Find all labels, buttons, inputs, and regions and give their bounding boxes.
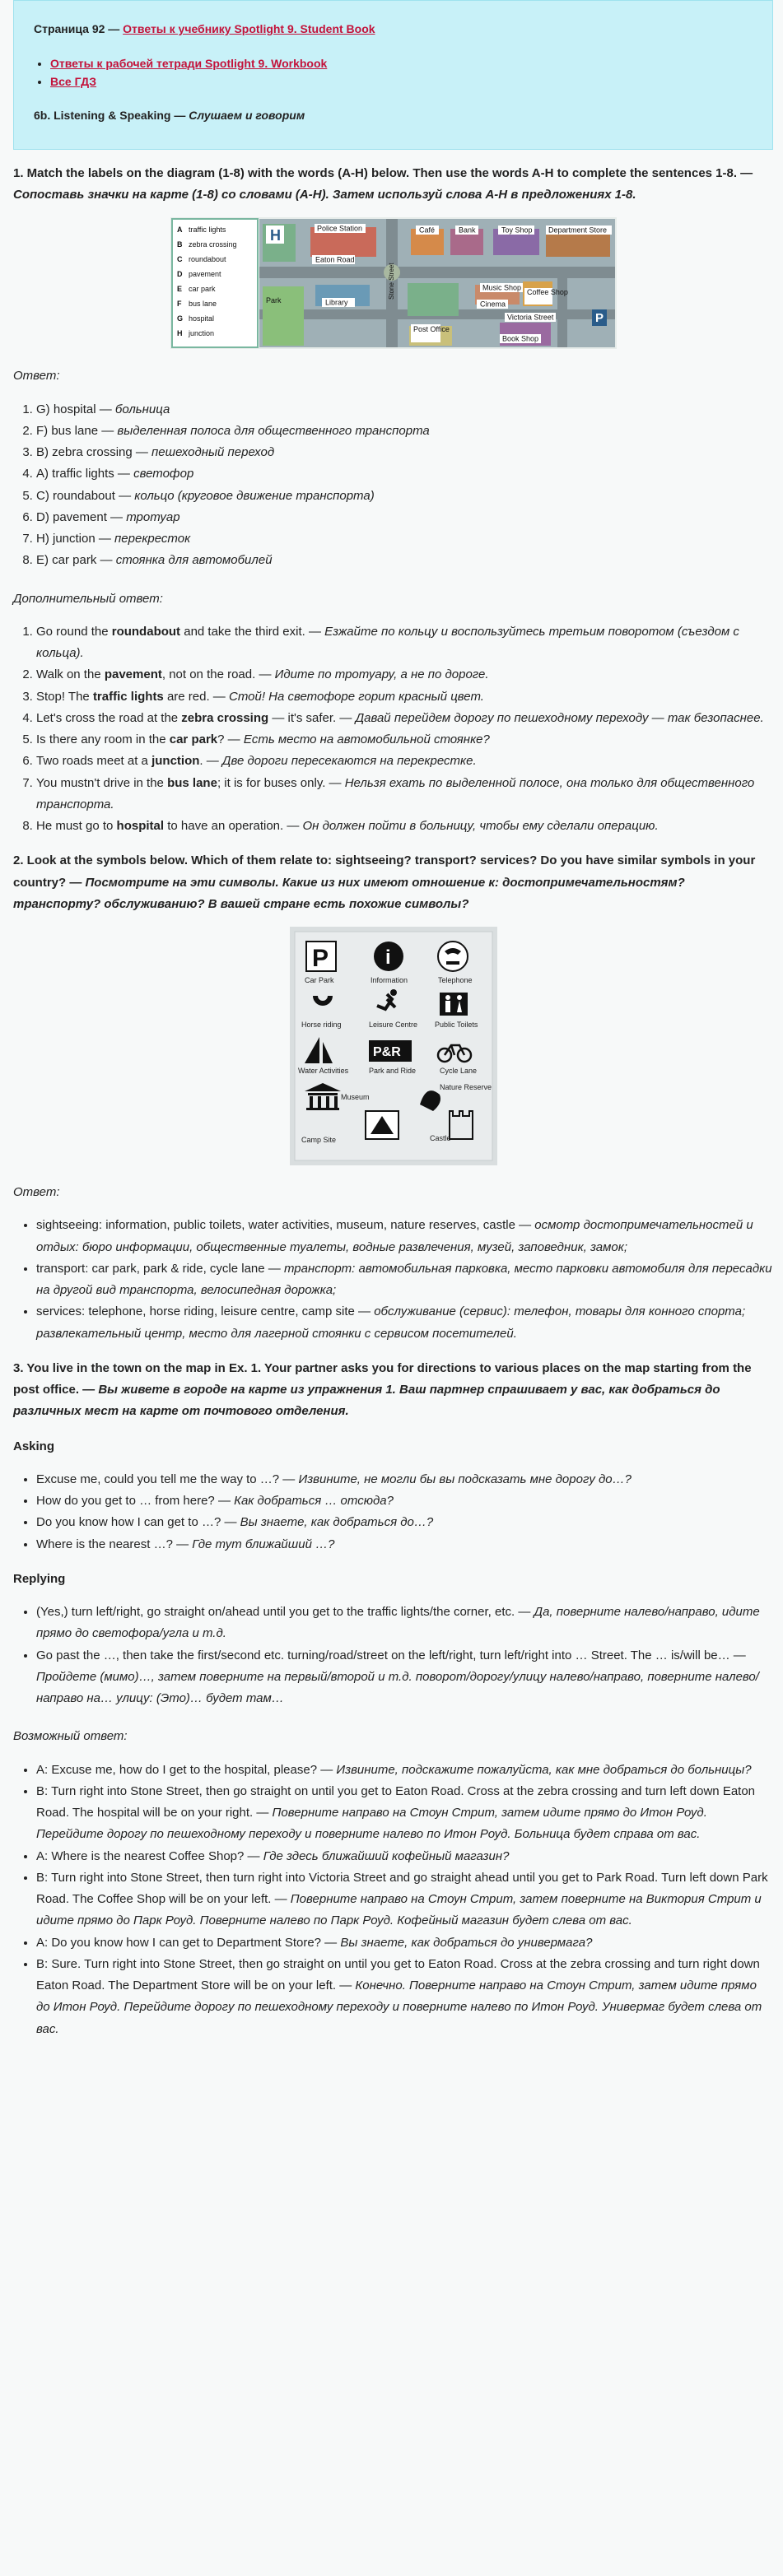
map-label-department-store: Department Store [548,226,607,235]
item-en: E) car park — [36,553,116,568]
item-ru: Извините, подскажите пожалуйста, как мне добраться до больницы? [336,1762,752,1777]
item-en: B: Sure. Turn right into Stone Street, then go straight on until you get to Eaton Road. Cross at the zebra crossing and turn right down Eaton Road. The Department Store will be on your left. — [36,1956,760,1993]
item-ru: Поверните направо на Стоун Стрит, затем идите прямо до Итон Роуд. Перейдите дорогу по пешеходному переходу и поверните налево по Итон Роуд. Больница будет справа от вас. [36,1806,707,1842]
sentence-translation: Идите по тротуару, а не по дороге. [274,667,489,682]
student-book-link[interactable]: Ответы к учебнику Spotlight 9. Student Book [123,22,375,35]
ex2-answer-label: Ответ: [13,1185,60,1200]
sentence-end: are red. — [163,689,229,704]
answer-item [36,507,773,528]
sentence-keyword: car park [169,732,218,747]
telephone-icon [438,942,468,971]
item-en: Excuse me, could you tell me the way to …? — [36,1472,299,1486]
map-label-post-office: Post Office [412,325,450,334]
sentence-end: ; it is for buses only. — [217,775,345,790]
item-ru: больница [114,402,170,416]
answer-item [36,528,773,550]
sentence-translation: Он должен пойти в больницу, чтобы ему сделали операцию. [302,819,659,834]
symbol-nature-reserve: Nature Reserve [439,1083,492,1092]
item-en: G) hospital — [36,402,115,416]
sentence-end: , not on the road. — [161,667,275,682]
sentence-translation: Нельзя ехать по выделенной полосе, она только для общественного транспорта. [36,775,755,811]
section-title [34,105,753,126]
legend-letter: H [176,329,182,338]
legend-term: traffic lights [188,226,226,235]
category-item [36,1301,773,1345]
related-link-item [50,54,753,72]
category-item [36,1215,773,1258]
map-label-toy-shop: Toy Shop [501,226,533,235]
map-parking-sign: P [594,311,604,326]
sentence-start: Let's cross the road at the [36,710,182,725]
answer-item [36,399,773,421]
item-en: sightseeing: information, public toilets, water activities, museum, nature reserves, castle — [36,1218,535,1233]
symbol-telephone: Telephone [437,976,473,985]
ex3-heading [13,1358,773,1423]
asking-heading: Asking [13,1439,55,1453]
sentence-translation: Две дороги пересекаются на перекрестке. [221,754,477,769]
town-map-figure [170,217,617,349]
legend-term: roundabout [188,255,226,264]
sentence-item [36,751,773,772]
sentence-translation: Стой! На светофоре горит красный цвет. [228,689,484,704]
legend-letter: G [176,314,183,323]
legend-term: pavement [188,270,221,279]
map-label-stone-street: Stone Street [387,263,395,300]
ex1-answer-label: Ответ: [13,369,60,384]
ex2-heading-ru: Посмотрите на эти символы. Какие из них имеют отношение к: достопримечательностям? транспорту? обслуживанию? В вашей стране есть похожие символы? [13,875,685,911]
symbol-museum: Museum [340,1093,370,1102]
legend-term: bus lane [188,300,217,309]
legend-letter: E [176,285,182,294]
map-label-eaton-road: Eaton Road [315,255,355,264]
sentence-start: Is there any room in the [36,732,170,747]
sentence-start: You mustn't drive in the [36,775,168,790]
workbook-link[interactable]: Ответы к рабочей тетради Spotlight 9. Workbook [50,56,328,70]
sentence-end: ? — [217,732,244,747]
legend-term: zebra crossing [188,240,237,249]
item-en: Where is the nearest …? — [36,1537,193,1551]
symbol-park-and-ride: Park and Ride [368,1067,416,1076]
ex1-sentences [13,621,773,838]
item-ru: пешеходный переход [151,445,275,460]
sentence-item [36,729,773,751]
all-gdz-link[interactable]: Все ГДЗ [50,74,97,88]
item-en: Do you know how I can get to …? — [36,1515,240,1530]
symbol-information: Information [370,976,408,985]
symbol-leisure-centre: Leisure Centre [368,1021,417,1030]
item-ru: стоянка для автомобилей [115,553,273,568]
sentence-keyword: junction [151,754,200,769]
answer-item [36,463,773,485]
map-label-police: Police Station [316,224,362,233]
ex2-answers [13,1215,773,1345]
legend-letter: B [176,240,182,249]
phrase-item [36,1534,773,1555]
dialogue-line [36,1781,773,1846]
answer-item [36,421,773,442]
sentence-item [36,708,773,729]
sentence-end: . — [199,754,222,769]
legend-letter: F [176,300,181,309]
sentence-keyword: zebra crossing [181,710,269,725]
phrase-item [36,1645,773,1710]
map-label-bank: Bank [458,226,476,235]
legend-term: hospital [188,314,214,323]
symbol-castle: Castle [429,1134,451,1143]
symbol-horse-riding: Horse riding [301,1021,342,1030]
sentence-translation: Есть место на автомобильной стоянке? [243,732,490,747]
sentence-item [36,621,773,665]
related-link-item [50,72,753,91]
page-nav-box [13,0,773,150]
item-ru: Вы знаете, как добраться до универмага? [340,1935,593,1950]
sentence-keyword: pavement [104,667,162,682]
sentence-item [36,664,773,686]
category-item [36,1258,773,1302]
map-label-book-shop: Book Shop [501,334,538,343]
item-en: A: Where is the nearest Coffee Shop? — [36,1848,263,1863]
legend-letter: C [176,255,182,264]
item-en: (Yes,) turn left/right, go straight on/ahead until you get to the traffic lights/the corner, etc. — [36,1605,534,1620]
phrase-item [36,1602,773,1645]
item-ru: Как добраться … отсюда? [234,1494,394,1509]
item-en: services: telephone, horse riding, leisure centre, camp site — [36,1304,375,1319]
item-ru: тротуар [126,509,180,524]
phrase-item [36,1469,773,1490]
dialogue-list [13,1760,773,2040]
ex1-heading-ru: Сопоставь значки на карте (1-8) со словами (А-Н). Затем используй слова А-Н в предложениях 1-8. [13,188,636,202]
item-en: transport: car park, park & ride, cycle lane — [36,1261,284,1276]
map-label-coffee-shop: Coffee Shop [526,288,568,297]
legend-term: junction [188,329,214,338]
dialogue-line [36,1760,773,1781]
sentence-translation: Езжайте по кольцу и воспользуйтесь третьим поворотом (съездом с кольца). [36,624,739,661]
map-label-music-shop: Music Shop [482,283,521,292]
item-ru: кольцо (круговое движение транспорта) [134,488,375,503]
symbol-camp-site: Camp Site [301,1136,336,1145]
item-en: Go past the …, then take the first/second etc. turning/road/street on the left/right, turn left/right into … Street. The … is/will be… — [36,1648,746,1662]
phrase-item [36,1512,773,1533]
information-glyph: i [385,946,391,969]
map-label-cafe: Café [418,226,435,235]
item-ru: Где здесь ближайший кофейный магазин? [263,1848,510,1863]
symbol-water-activities: Water Activities [297,1067,348,1076]
legend-term: car park [188,285,216,294]
answer-item [36,550,773,571]
item-en: H) junction — [36,532,115,546]
replying-list [13,1602,773,1709]
item-ru: Где тут ближайший …? [192,1537,335,1551]
sentence-end: and take the third exit. — [180,624,325,639]
item-en: B: Turn right into Stone Street, then turn right into Victoria Street and go straight ahead until you get to Park Road. Turn left down Park Road. The Coffee Shop will be on your left. — [36,1870,768,1907]
legend-letter: A [176,226,182,235]
sentence-item [36,816,773,837]
item-ru: Пройдете (мимо)…, затем поверните на первый/второй и т.д. поворот/дорогу/улицу налево/направо, поверните налево/направо на… улицу: (Это)… будет там… [36,1669,759,1706]
item-en: A: Do you know how I can get to Department Store? — [36,1935,341,1950]
item-en: B) zebra crossing — [36,445,152,460]
item-en: B: Turn right into Stone Street, then go straight on until you get to Eaton Road. Cross at the zebra crossing and turn left down Eaton Road. The hospital will be on your right. — [36,1783,756,1820]
symbol-cycle-lane: Cycle Lane [439,1067,477,1076]
ex1-heading [13,163,773,207]
sentence-keyword: bus lane [167,775,217,790]
map-label-cinema: Cinema [479,300,506,309]
item-en: F) bus lane — [36,423,118,438]
item-ru: транспорт: автомобильная парковка, место парковки автомобиля для пересадки на другой вид транспорта, велосипедная дорожка; [36,1261,772,1298]
item-ru: Конечно. Поверните направо на Стоун Стрит, затем идите прямо до Итон Роуд. Перейдите дорогу по пешеходному переходу и поверните налево по Итон Роуд. Универмаг будет слева от вас. [36,1978,762,2036]
dialogue-line [36,1932,773,1954]
page-line [34,19,753,40]
ex2-heading-en: 2. Look at the symbols below. Which of them relate to: sightseeing? transport? services? Do you have similar symbols in your country? — [13,853,756,890]
ex2-heading [13,850,773,915]
ex1-heading-en: 1. Match the labels on the diagram (1-8) with the words (A-H) below. Then use the words A-H to complete the sentences 1-8. — [13,165,753,180]
map-label-victoria-street: Victoria Street [506,313,553,322]
item-en: D) pavement — [36,509,127,524]
legend-letter: D [176,270,182,279]
item-ru: Вы знаете, как добраться до…? [240,1515,434,1530]
sentence-item [36,686,773,708]
sentence-item [36,773,773,816]
sentence-start: Go round the [36,624,112,639]
related-links [34,54,753,91]
sentence-keyword: roundabout [111,624,181,639]
map-label-park: Park [265,296,282,305]
item-en: How do you get to … from here? — [36,1494,235,1509]
item-en: A) traffic lights — [36,467,134,481]
ex3-possible-label: Возможный ответ: [13,1729,128,1744]
sentence-keyword: hospital [116,819,165,834]
item-ru: Да, поверните налево/направо, идите прямо до светофора/угла и т.д. [36,1605,760,1641]
item-ru: выделенная полоса для общественного транспорта [117,423,430,438]
sentence-start: Stop! The [36,689,93,704]
page-prefix: Страница 92 — [34,22,124,35]
ex3-heading-ru: Вы живете в городе на карте из упражнения 1. Ваш партнер спрашивает у вас, как добраться до различных мест на карте от почтового отделения. [13,1383,720,1419]
item-ru: Извините, не могли бы вы подсказать мне дорогу до…? [298,1472,632,1486]
sentence-keyword: traffic lights [92,689,164,704]
item-ru: осмотр достопримечательностей и отдых: бюро информации, общественные туалеты, водные развлечения, музей, заповедник, замок; [36,1218,753,1254]
ex3-heading-en: 3. You live in the town on the map in Ex. 1. Your partner asks you for directions to various places on the map starting from the post office. — [13,1360,752,1397]
park-and-ride-glyph: P&R [372,1045,401,1060]
sentence-translation: Давай перейдем дорогу по пешеходному переходу — так безопаснее. [355,710,764,725]
section-title-ru: Слушаем и говорим [189,109,305,123]
phrase-item [36,1490,773,1512]
section-title-en: 6b. Listening & Speaking — [34,109,189,123]
asking-list [13,1469,773,1555]
item-ru: перекресток [114,532,191,546]
car-park-glyph: P [311,945,329,973]
replying-heading: Replying [13,1571,66,1586]
sentence-end: to have an operation. — [164,819,303,834]
item-ru: обслуживание (сервис): телефон, товары для конного спорта; развлекательный центр, место для лагерной стоянки с сервисом посетителей. [36,1304,746,1341]
symbol-car-park: Car Park [304,976,334,985]
dialogue-line [36,1867,773,1932]
sentence-start: Two roads meet at a [36,754,152,769]
sentence-start: Walk on the [36,667,105,682]
item-ru: светофор [133,467,194,481]
item-en: C) roundabout — [36,488,135,503]
dialogue-line [36,1954,773,2040]
item-ru: Поверните направо на Стоун Стрит, затем поверните на Виктория Стрит и идите прямо до Парк Роуд. Поверните налево по Парк Роуд. Кофейный магазин будет слева от вас. [36,1892,762,1928]
item-en: A: Excuse me, how do I get to the hospital, please? — [36,1762,337,1777]
ex1-extra-label: Дополнительный ответ: [13,591,163,606]
map-label-library: Library [324,298,348,307]
symbol-public-toilets: Public Toilets [434,1021,478,1030]
toilets-icon [440,993,468,1016]
ex1-answers [13,399,773,572]
answer-item [36,486,773,507]
sentence-start: He must go to [36,819,117,834]
symbols-figure [290,927,497,1165]
dialogue-line [36,1846,773,1867]
sentence-end: — it's safer. — [268,710,356,725]
answer-item [36,442,773,463]
map-hospital-sign: H [269,227,281,244]
